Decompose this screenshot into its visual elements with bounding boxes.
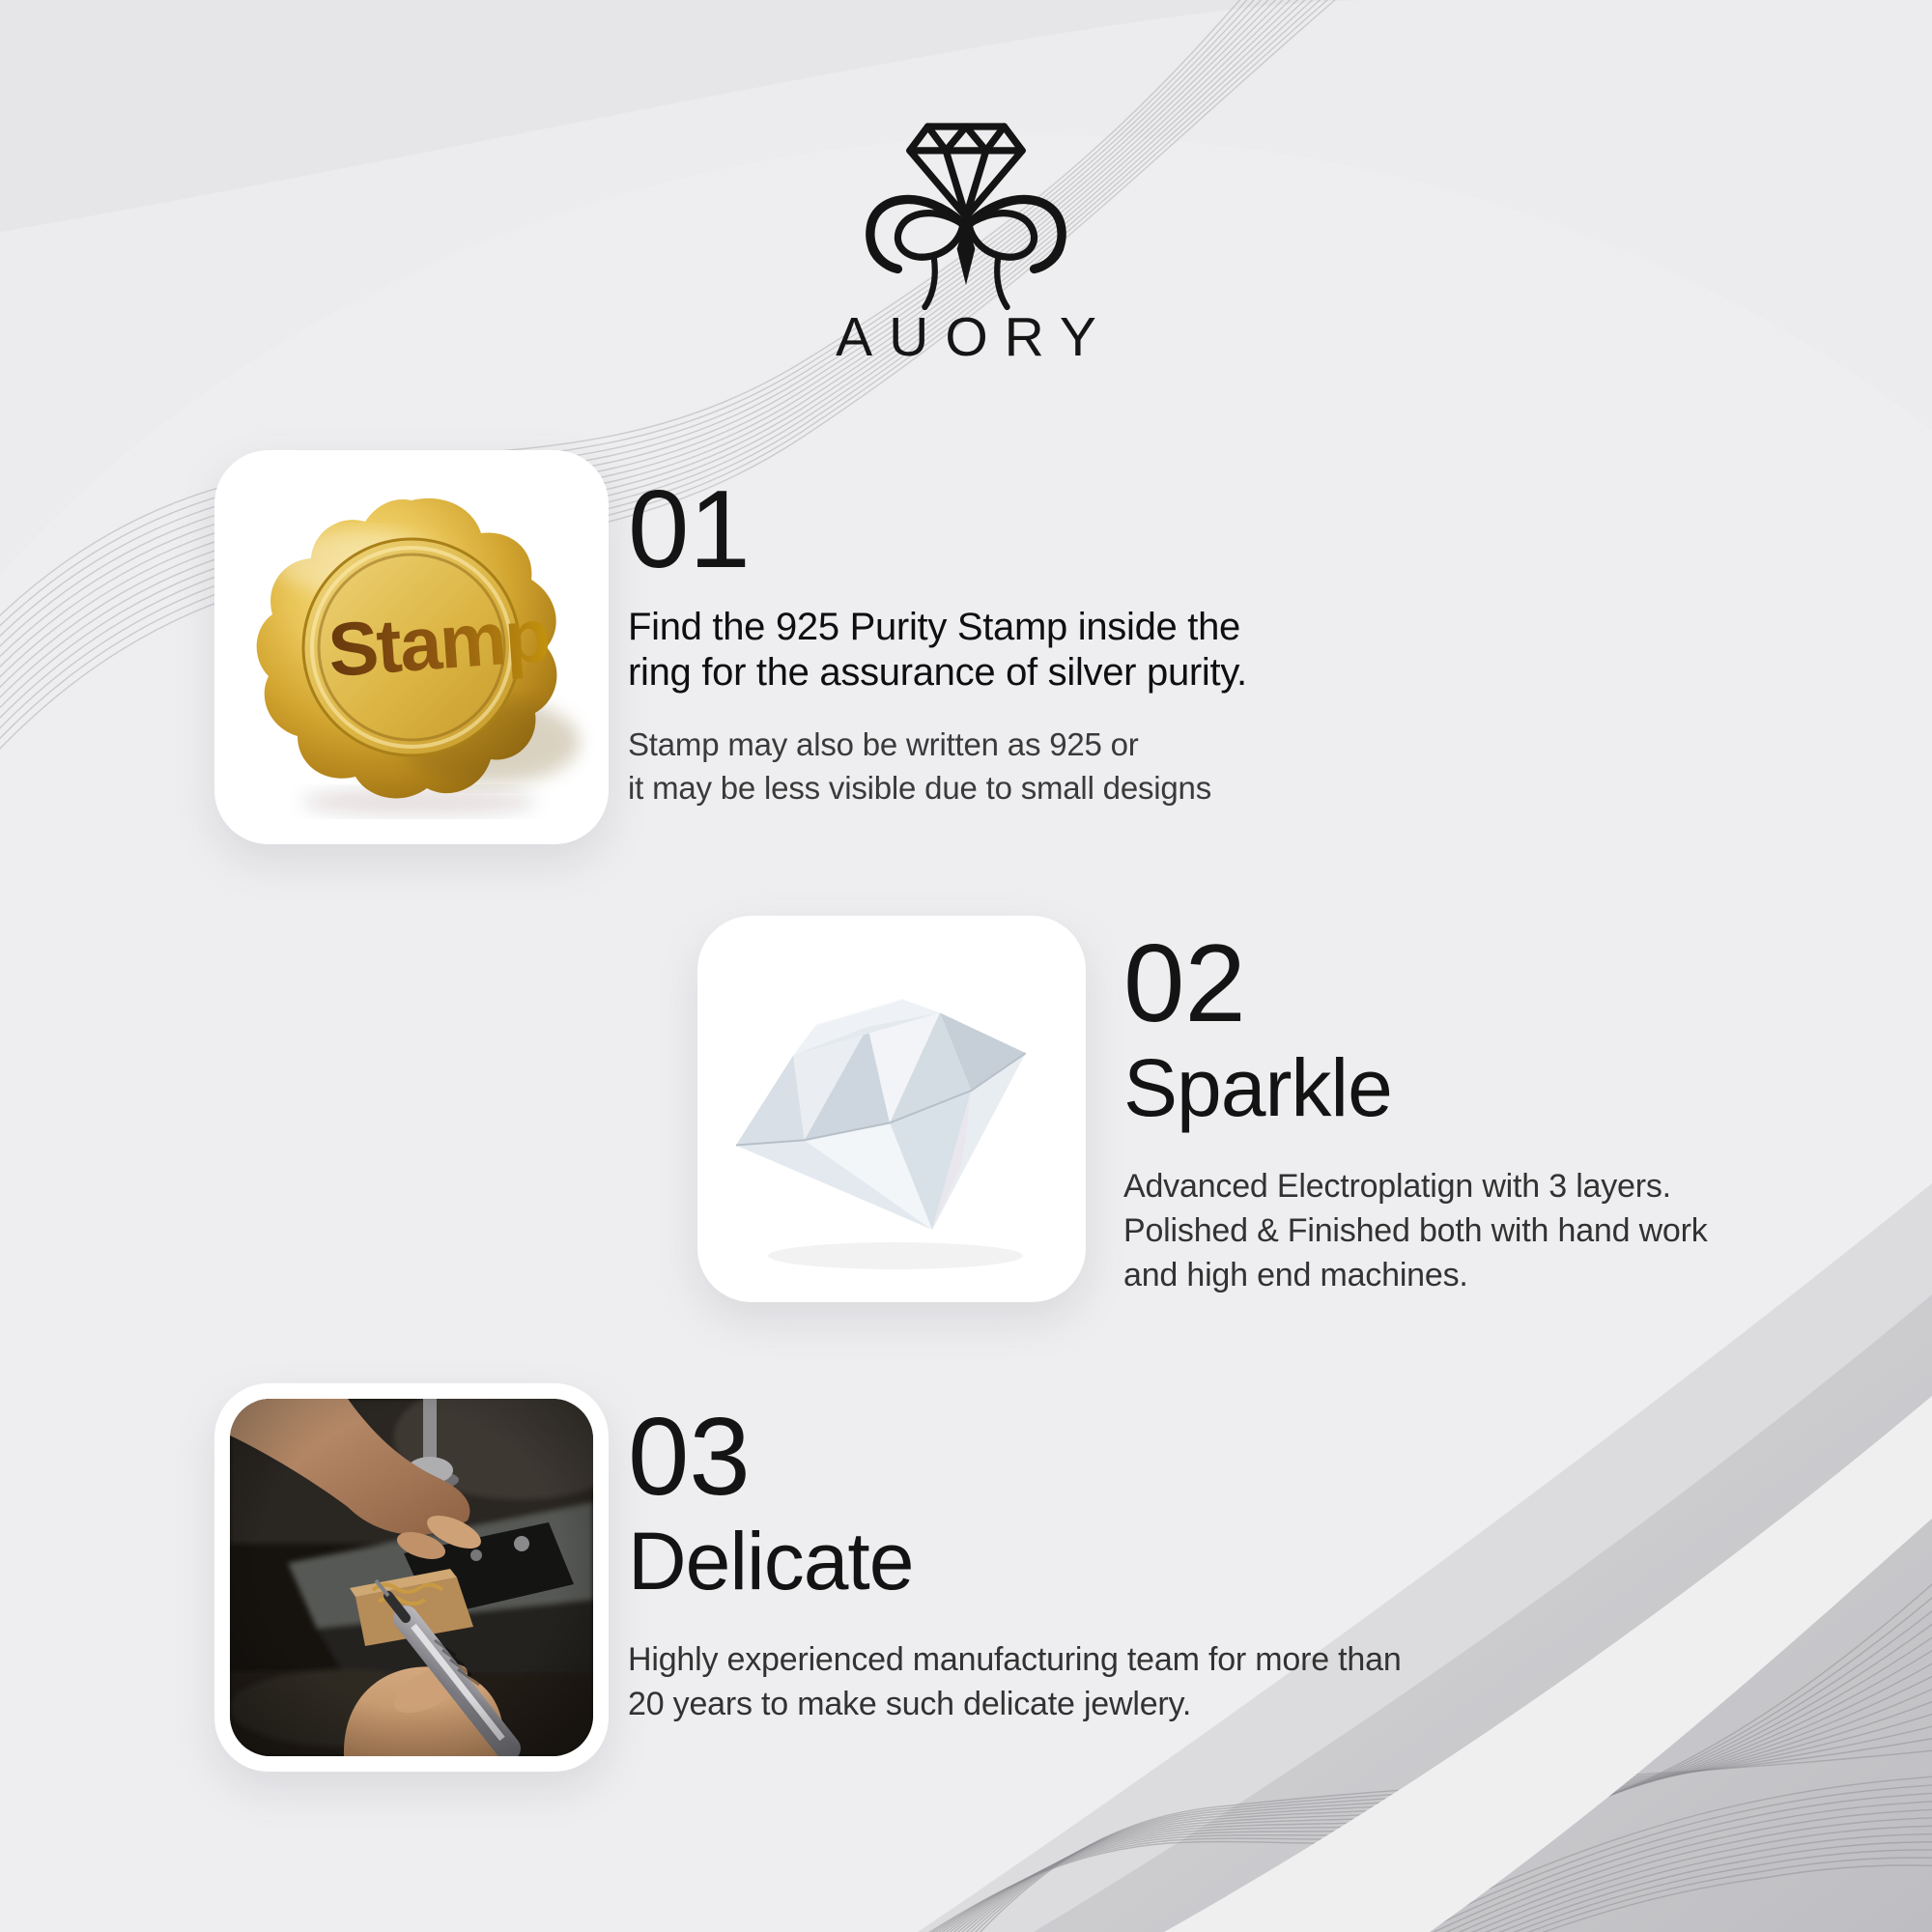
step2-description: Advanced Electroplatign with 3 layers. Polished & Finished both with hand work and high end machines. [1123,1167,1708,1293]
step2-text-block [1123,923,1858,1297]
gold-wax-seal-stamp-image [214,450,609,844]
step1-title: Find the 925 Purity Stamp inside the ring for the assurance of silver purity. [628,606,1247,694]
step3-text-block [628,1396,1478,1726]
step1-image-card [214,450,609,844]
step1-note: Stamp may also be written as 925 or it may be less visible due to small designs [628,726,1212,806]
step3-image-card [214,1383,609,1772]
step2-image-card [697,916,1086,1302]
brand-logo [836,100,1096,294]
step1-text-block [628,469,1459,810]
step3-heading: Delicate [628,1516,914,1606]
step2-heading: Sparkle [1123,1042,1392,1133]
brand-name: AUORY [836,306,1113,368]
diamond-flourish-logo-icon [836,100,1096,311]
step3-number: 03 [628,1396,751,1519]
step3-description: Highly experienced manufacturing team for more than 20 years to make such delicate jewlery. [628,1640,1402,1722]
step1-number: 01 [628,469,751,591]
step2-number: 02 [1123,923,1246,1045]
stamp-word: Stamp [325,592,552,693]
diamond-image [697,916,1086,1302]
photo-frame [230,1399,593,1756]
jeweler-hands-photo [230,1399,593,1756]
